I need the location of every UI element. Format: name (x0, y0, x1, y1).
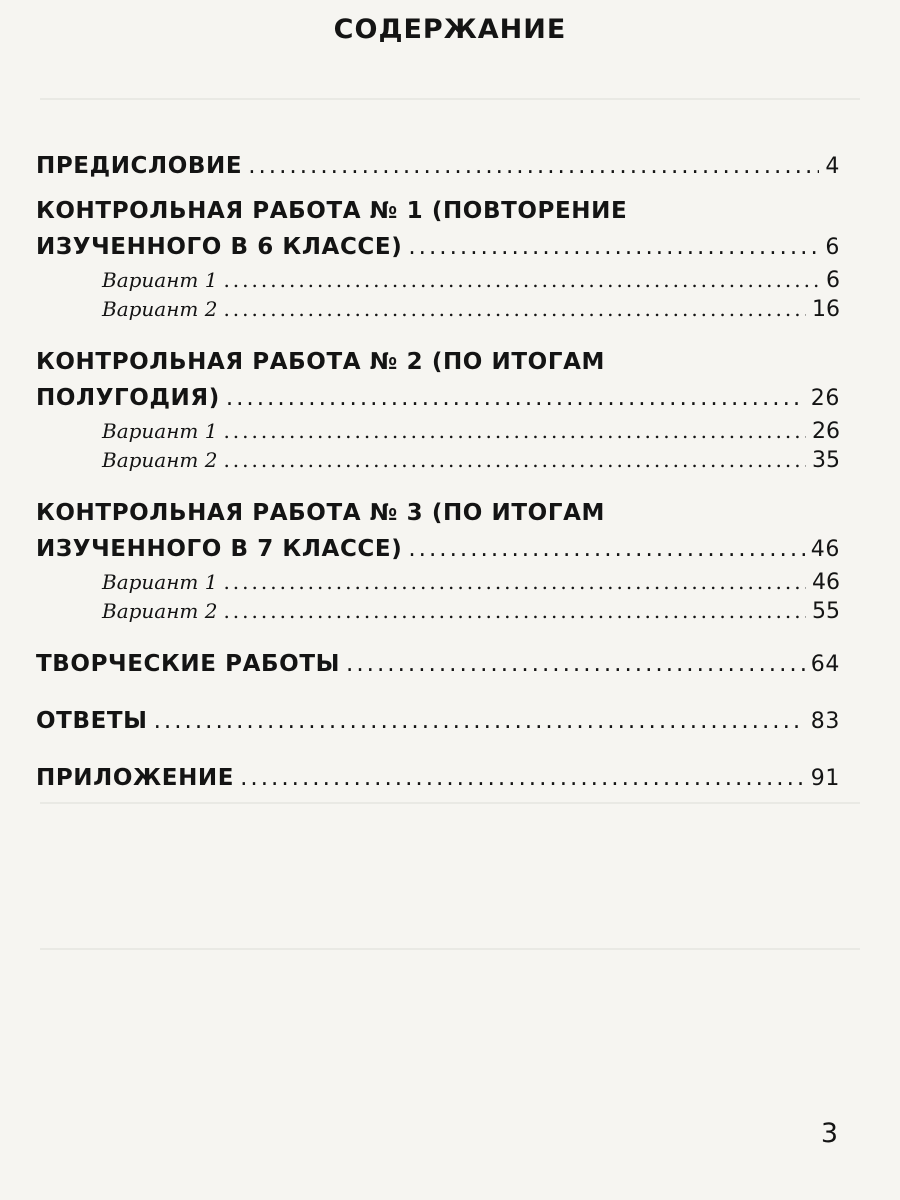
dot-leader (240, 760, 805, 796)
toc-entry-label: ОТВЕТЫ (36, 708, 148, 734)
toc-entry-label: ПРИЛОЖЕНИЕ (36, 765, 235, 791)
bleed-through-mark (40, 948, 860, 950)
toc-page-number: 26 (810, 386, 840, 411)
dot-leader (226, 380, 805, 416)
toc-page-number: 64 (810, 652, 840, 677)
toc-page-number: 55 (812, 599, 840, 624)
toc-entry-test-2[interactable] (36, 344, 840, 417)
toc-variant-label: Вариант 2 (102, 448, 218, 472)
toc-entry-test-3-variant-1[interactable] (36, 568, 840, 597)
toc-entry-test-2-variant-2[interactable] (36, 446, 840, 475)
toc-entry-label: ПРЕДИСЛОВИЕ (36, 153, 243, 179)
toc-entry-test-1-variant-2[interactable] (36, 295, 840, 324)
toc-page-number: 35 (812, 448, 840, 473)
toc-page-number: 46 (812, 570, 840, 595)
toc-entry-label: ТВОРЧЕСКИЕ РАБОТЫ (36, 651, 341, 677)
toc-entry-test-2-variant-1[interactable] (36, 417, 840, 446)
dot-leader (223, 417, 806, 445)
dot-leader (223, 568, 806, 596)
dot-leader (154, 703, 805, 739)
page-title: СОДЕРЖАНИЕ (333, 14, 567, 45)
toc-entry-label: КОНТРОЛЬНАЯ РАБОТА № 1 (ПОВТОРЕНИЕ (36, 198, 628, 224)
page-number: 3 (820, 1118, 838, 1149)
toc-entry-test-3-variant-2[interactable] (36, 597, 840, 626)
toc-variant-label: Вариант 2 (102, 297, 218, 321)
toc-entry-test-1-variant-1[interactable] (36, 266, 840, 295)
toc-entry-label-continued: ПОЛУГОДИЯ) (36, 385, 220, 411)
toc-page-number: 6 (825, 235, 840, 260)
toc-page-number: 91 (810, 766, 840, 791)
bleed-through-mark (40, 802, 860, 804)
toc-page-number: 26 (812, 419, 840, 444)
toc-entry-preface[interactable] (36, 148, 840, 185)
toc-variant-label: Вариант 1 (102, 419, 218, 443)
toc-variant-label: Вариант 1 (102, 268, 218, 292)
dot-leader (408, 531, 804, 567)
toc-entry-test-1[interactable] (36, 193, 840, 266)
dot-leader (346, 646, 805, 682)
toc-entry-answers[interactable] (36, 703, 840, 740)
dot-leader (223, 295, 806, 323)
toc-variant-label: Вариант 1 (102, 570, 218, 594)
toc-entry-label: КОНТРОЛЬНАЯ РАБОТА № 2 (ПО ИТОГАМ (36, 349, 605, 375)
dot-leader (223, 266, 820, 294)
toc-page-number: 6 (826, 268, 840, 293)
toc-entry-label-continued: ИЗУЧЕННОГО В 7 КЛАССЕ) (36, 536, 403, 562)
toc-entry-label-continued: ИЗУЧЕННОГО В 6 КЛАССЕ) (36, 234, 403, 260)
toc-page-number: 46 (810, 537, 840, 562)
toc-page-number: 4 (825, 154, 840, 179)
toc-page-number: 16 (812, 297, 840, 322)
bleed-through-mark (40, 98, 860, 100)
dot-leader (223, 597, 806, 625)
toc-entry-test-3[interactable] (36, 495, 840, 568)
dot-leader (248, 148, 819, 184)
table-of-contents (36, 148, 840, 797)
toc-variant-label: Вариант 2 (102, 599, 218, 623)
toc-page-number: 83 (810, 709, 840, 734)
toc-entry-creative-works[interactable] (36, 646, 840, 683)
dot-leader (408, 229, 819, 265)
toc-entry-appendix[interactable] (36, 760, 840, 797)
toc-entry-label: КОНТРОЛЬНАЯ РАБОТА № 3 (ПО ИТОГАМ (36, 500, 605, 526)
dot-leader (223, 446, 806, 474)
